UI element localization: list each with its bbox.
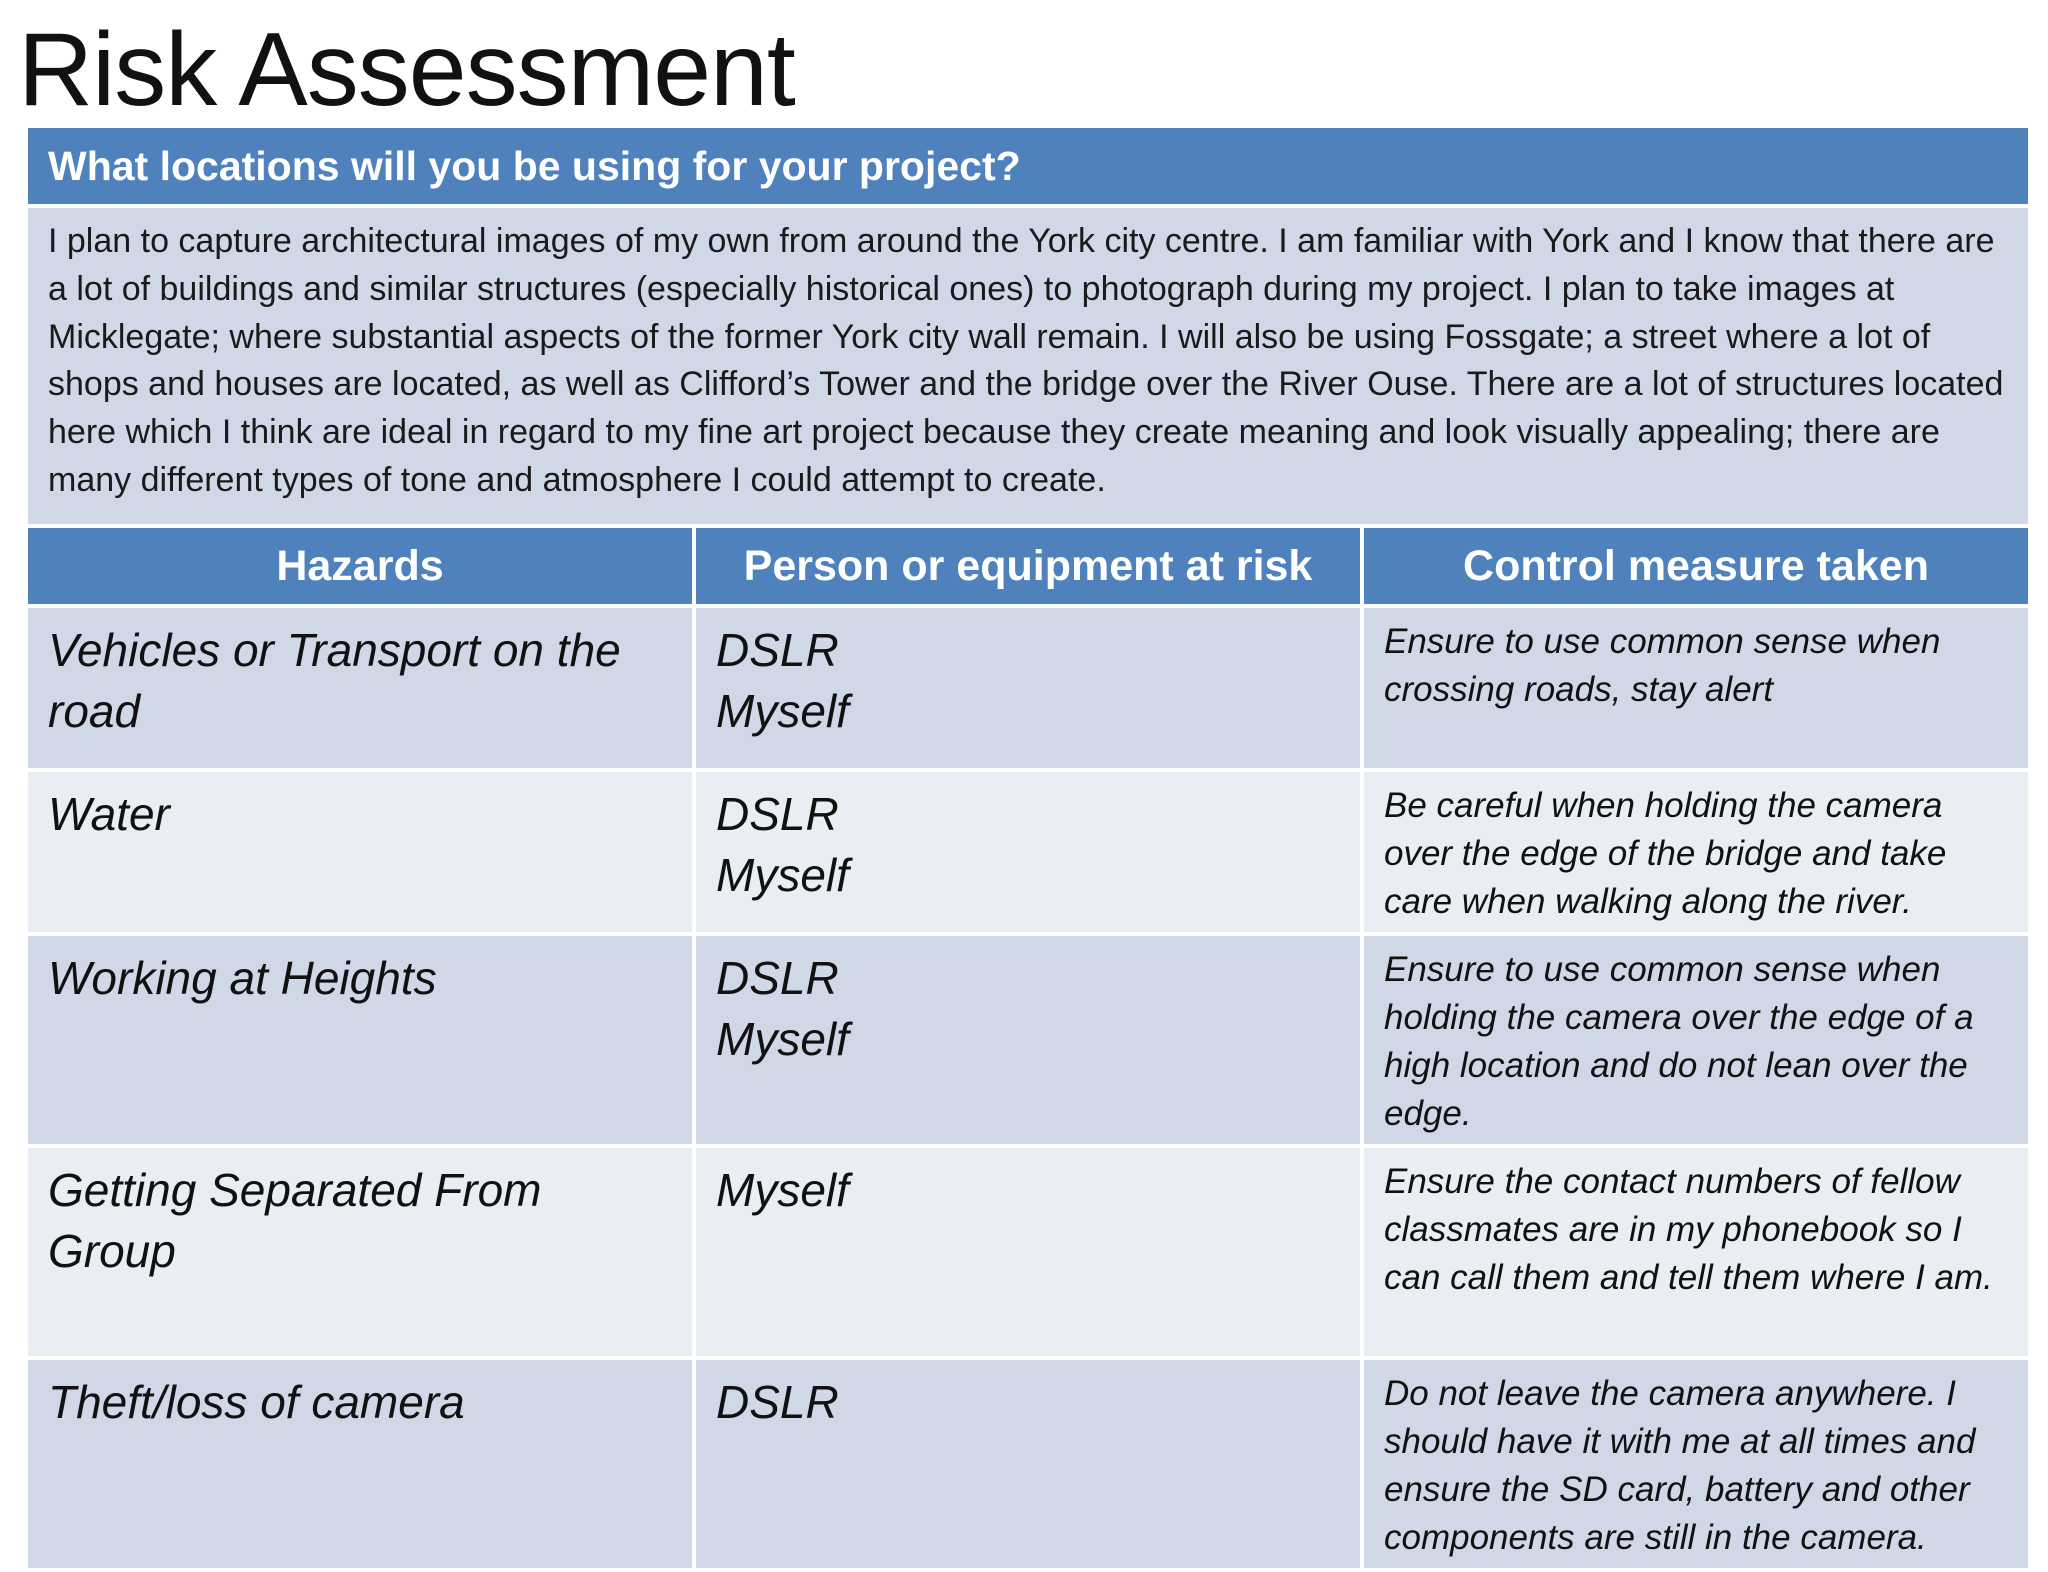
locations-answer-row [28,208,2028,524]
at-risk-item: DSLR [716,788,839,840]
risk-assessment-table [24,124,2032,1572]
control-measure-cell: Ensure to use common sense when crossing roads, stay alert [1364,608,2028,768]
at-risk-cell [696,608,1360,768]
at-risk-item: Myself [716,849,849,901]
locations-answer: I plan to capture architectural images of my own from around the York city centre. I am familiar with York and I know that there are a lot of buildings and similar structures (especially historical ones) to photograph during my project. I plan to take images at Micklegate; where substantial aspects of the former York city wall remain. I will also be using Fossgate; a street where a lot of shops and houses are located, as well as Clifford’s Tower and the bridge over the River Ouse. There are a lot of structures located here which I think are ideal in regard to my fine art project because they create meaning and look visually appealing; there are many different types of tone and atmosphere I could attempt to create. [28,208,2028,524]
at-risk-cell [696,1360,1360,1568]
at-risk-item: DSLR [716,624,839,676]
hazard-cell: Vehicles or Transport on the road [28,608,692,768]
locations-question-row [28,128,2028,204]
at-risk-item: DSLR [716,952,839,1004]
locations-question: What locations will you be using for your project? [28,128,2028,204]
table-row [28,608,2028,768]
table-row [28,772,2028,932]
control-measure-cell: Do not leave the camera anywhere. I should have it with me at all times and ensure the SD card, battery and other components are still in the camera. [1364,1360,2028,1568]
control-measure-cell: Be careful when holding the camera over the edge of the bridge and take care when walking along the river. [1364,772,2028,932]
header-hazards: Hazards [28,528,692,604]
table-header-row [28,528,2028,604]
page-title: Risk Assessment [18,12,795,128]
at-risk-cell [696,936,1360,1144]
at-risk-item: Myself [716,685,849,737]
header-control-measure: Control measure taken [1364,528,2028,604]
control-measure-cell: Ensure the contact numbers of fellow classmates are in my phonebook so I can call them and tell them where I am. [1364,1148,2028,1356]
at-risk-item: Myself [716,1164,849,1216]
hazard-cell: Getting Separated From Group [28,1148,692,1356]
control-measure-cell: Ensure to use common sense when holding the camera over the edge of a high location and do not lean over the edge. [1364,936,2028,1144]
table-row [28,936,2028,1144]
hazard-cell: Water [28,772,692,932]
at-risk-cell [696,1148,1360,1356]
hazard-cell: Working at Heights [28,936,692,1144]
at-risk-cell [696,772,1360,932]
at-risk-item: DSLR [716,1376,839,1428]
at-risk-item: Myself [716,1013,849,1065]
table-row [28,1148,2028,1356]
table-row [28,1360,2028,1568]
header-person-at-risk: Person or equipment at risk [696,528,1360,604]
hazard-cell: Theft/loss of camera [28,1360,692,1568]
